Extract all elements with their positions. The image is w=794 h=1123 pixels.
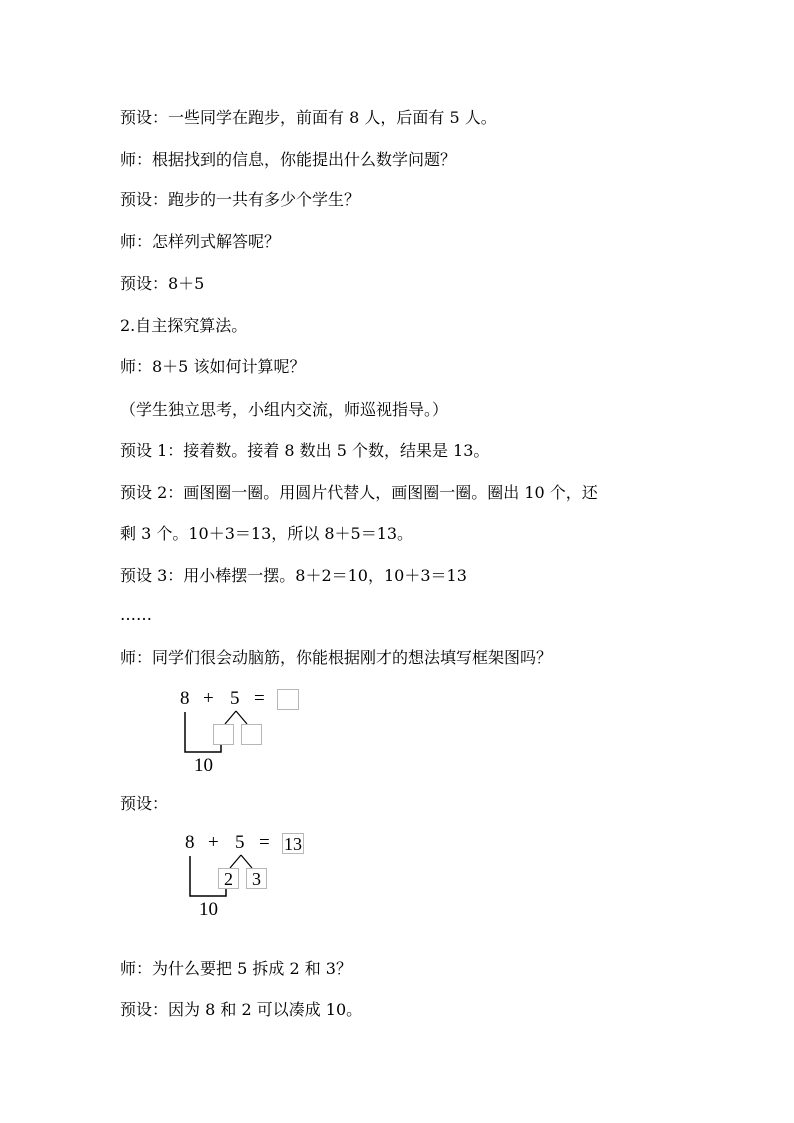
text-line: 预设： [120,794,169,813]
addend-a: 8 [185,832,195,853]
text-line: 预设：跑步的一共有多少个学生？ [120,190,361,209]
ten-label: 10 [194,755,213,776]
text-line: 预设：8＋5 [120,274,205,293]
text-line: 师：怎样列式解答呢？ [120,232,281,251]
equals-sign: = [254,688,265,709]
addend-b: 5 [230,688,240,709]
operator-plus: + [208,832,219,853]
equals-sign: = [259,832,270,853]
text-line: 预设 2：画图圈一圈。用圆片代替人，画图圈一圈。圈出 10 个，还 [120,483,598,502]
result-box: 13 [284,834,302,854]
part-box-2: 3 [246,868,267,889]
text-line: 预设：因为 8 和 2 可以凑成 10。 [120,1000,363,1019]
ellipsis-line: …… [120,605,152,624]
text-line: 预设：一些同学在跑步，前面有 8 人，后面有 5 人。 [120,108,497,127]
text-line: 预设 3：用小棒摆一摆。8＋2＝10，10＋3＝13 [120,566,467,585]
addend-a: 8 [180,688,190,709]
text-line: 师：根据找到的信息，你能提出什么数学问题？ [120,150,457,169]
section-heading: 2.自主探究算法。 [120,316,248,335]
text-line: 剩 3 个。10＋3＝13，所以 8＋5＝13。 [120,524,414,543]
ten-label: 10 [199,899,218,920]
addend-b: 5 [235,832,245,853]
text-line: 师：8＋5 该如何计算呢？ [120,357,306,376]
text-line: （学生独立思考，小组内交流，师巡视指导。） [120,400,449,419]
part-box-1: 2 [218,868,239,889]
text-line: 师：同学们很会动脑筋，你能根据刚才的想法填写框架图吗？ [120,648,553,667]
text-line: 师：为什么要把 5 拆成 2 和 3？ [120,959,352,978]
text-line: 预设 1：接着数。接着 8 数出 5 个数，结果是 13。 [120,441,490,460]
operator-plus: + [203,688,214,709]
